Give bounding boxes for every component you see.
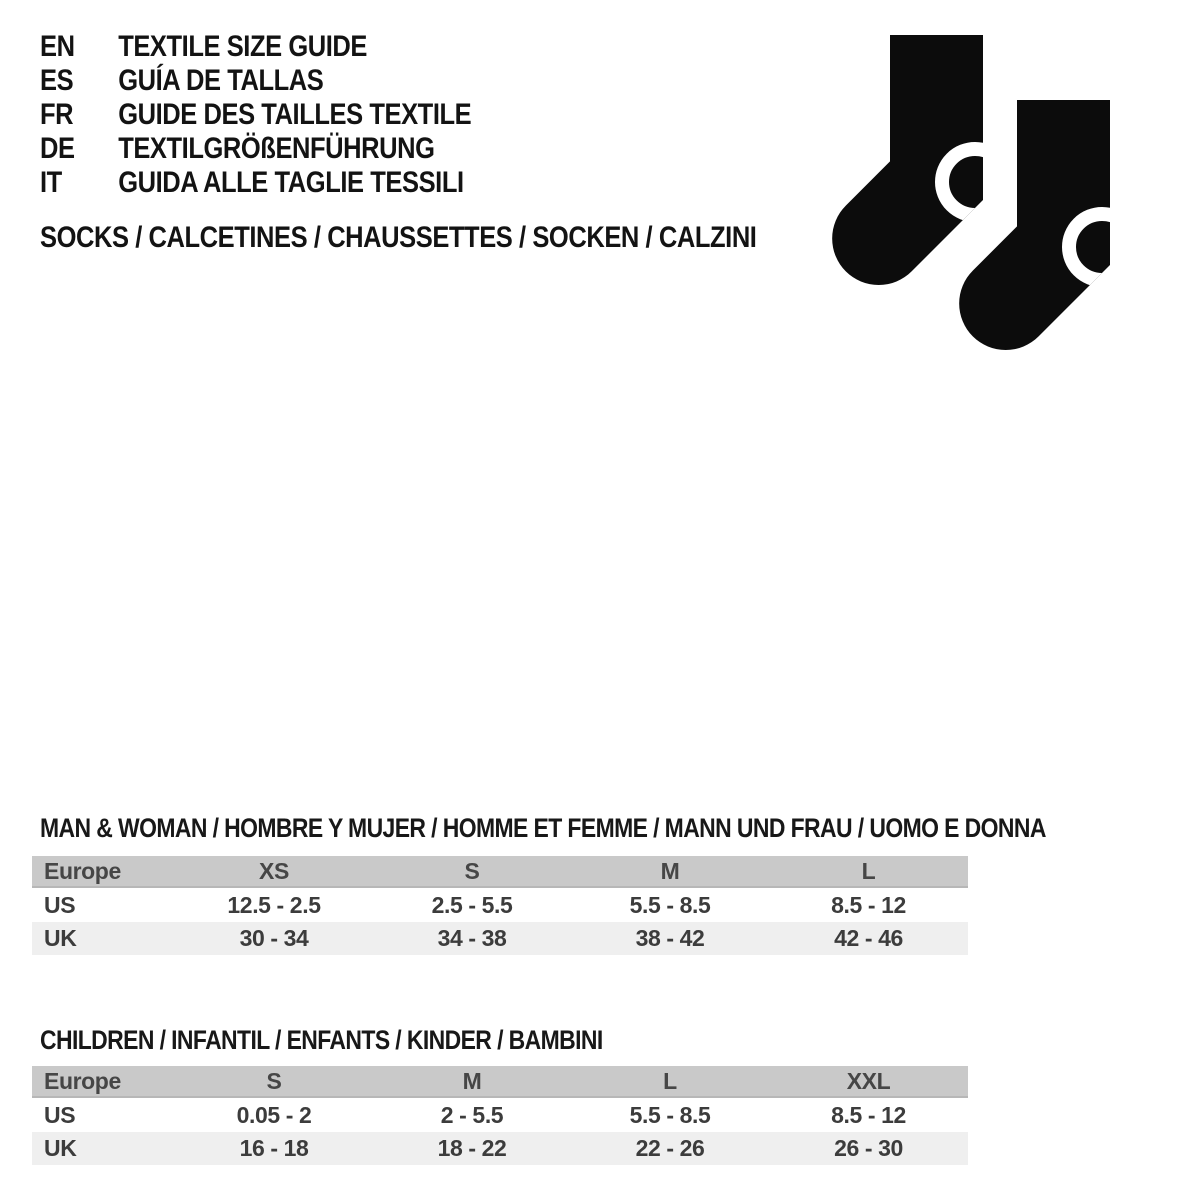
table-row-us bbox=[32, 887, 968, 922]
size-cell: 2 - 5.5 bbox=[373, 1097, 571, 1132]
language-code: EN bbox=[40, 30, 75, 63]
language-label: TEXTILE SIZE GUIDE bbox=[118, 30, 367, 63]
language-code: IT bbox=[40, 166, 62, 199]
size-cell: 22 - 26 bbox=[571, 1132, 769, 1165]
row-label: UK bbox=[32, 922, 175, 955]
size-cell: 12.5 - 2.5 bbox=[175, 887, 373, 922]
language-code: DE bbox=[40, 132, 75, 165]
column-header-size: S bbox=[175, 1066, 373, 1097]
socks-icon bbox=[815, 28, 1115, 353]
size-cell: 38 - 42 bbox=[571, 922, 769, 955]
size-table-children bbox=[32, 1066, 968, 1165]
size-cell: 2.5 - 5.5 bbox=[373, 887, 571, 922]
table-row-us bbox=[32, 1097, 968, 1132]
size-cell: 42 - 46 bbox=[769, 922, 968, 955]
column-header-size: XS bbox=[175, 856, 373, 887]
size-cell: 8.5 - 12 bbox=[769, 1097, 968, 1132]
language-label: TEXTILGRÖßENFÜHRUNG bbox=[118, 132, 435, 165]
size-cell: 5.5 - 8.5 bbox=[571, 887, 769, 922]
column-header-size: S bbox=[373, 856, 571, 887]
column-header-size: M bbox=[571, 856, 769, 887]
language-row-fr bbox=[40, 98, 471, 132]
column-header-size: L bbox=[769, 856, 968, 887]
size-cell: 8.5 - 12 bbox=[769, 887, 968, 922]
size-cell: 34 - 38 bbox=[373, 922, 571, 955]
language-row-en bbox=[40, 30, 471, 64]
language-row-it bbox=[40, 166, 471, 200]
product-category-line: SOCKS / CALCETINES / CHAUSSETTES / SOCKEN / CALZINI bbox=[40, 221, 757, 254]
table-title-children: CHILDREN / INFANTIL / ENFANTS / KINDER / BAMBINI bbox=[40, 1025, 603, 1055]
size-cell: 16 - 18 bbox=[175, 1132, 373, 1165]
size-cell: 30 - 34 bbox=[175, 922, 373, 955]
language-label: GUIDE DES TAILLES TEXTILE bbox=[118, 98, 472, 131]
column-header-region: Europe bbox=[32, 856, 175, 887]
size-table-man-woman bbox=[32, 856, 968, 955]
column-header-size: L bbox=[571, 1066, 769, 1097]
column-header-size: M bbox=[373, 1066, 571, 1097]
language-row-de bbox=[40, 132, 471, 166]
language-label: GUIDA ALLE TAGLIE TESSILI bbox=[118, 166, 464, 199]
socks-icon-svg bbox=[815, 28, 1115, 353]
column-header-region: Europe bbox=[32, 1066, 175, 1097]
language-label: GUÍA DE TALLAS bbox=[118, 64, 324, 97]
language-code: FR bbox=[40, 98, 74, 131]
size-cell: 26 - 30 bbox=[769, 1132, 968, 1165]
table-row-uk bbox=[32, 1132, 968, 1165]
column-header-size: XXL bbox=[769, 1066, 968, 1097]
language-row-es bbox=[40, 64, 471, 98]
language-code: ES bbox=[40, 64, 74, 97]
table-header-row bbox=[32, 856, 968, 887]
row-label: US bbox=[32, 1097, 175, 1132]
row-label: US bbox=[32, 887, 175, 922]
size-cell: 0.05 - 2 bbox=[175, 1097, 373, 1132]
table-header-row bbox=[32, 1066, 968, 1097]
row-label: UK bbox=[32, 1132, 175, 1165]
size-cell: 18 - 22 bbox=[373, 1132, 571, 1165]
size-cell: 5.5 - 8.5 bbox=[571, 1097, 769, 1132]
table-row-uk bbox=[32, 922, 968, 955]
table-title-man-woman: MAN & WOMAN / HOMBRE Y MUJER / HOMME ET FEMME / MANN UND FRAU / UOMO E DONNA bbox=[40, 813, 1046, 843]
language-list bbox=[40, 30, 547, 200]
